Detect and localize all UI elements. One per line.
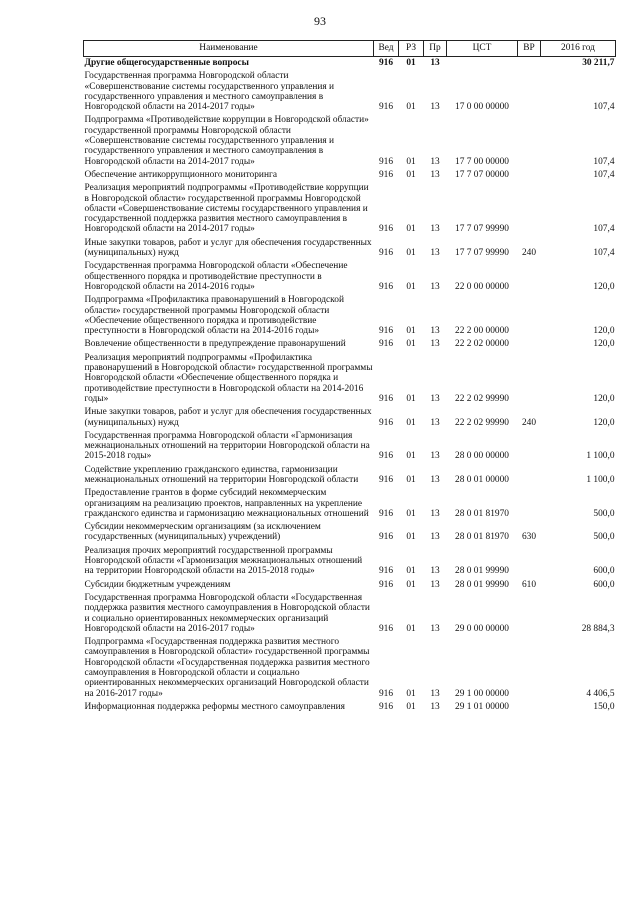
row-ved: 916	[378, 579, 394, 590]
row-pr: 13	[430, 248, 440, 259]
row-pr: 13	[430, 169, 440, 180]
row-sum: 30 211,7	[582, 58, 615, 68]
budget-table	[83, 40, 616, 714]
row-name: Подпрограмма «Профилактика правонарушений в Новгородской области» государственной программы Новгородской области «Обеспечение общественного порядка и противодействие преступности в Новгородской области на 2014-2016 годы»	[84, 295, 344, 337]
row-pr: 13	[430, 393, 440, 404]
row-sum: 107,4	[593, 102, 615, 113]
table-row	[84, 545, 616, 579]
row-ved: 916	[378, 156, 394, 167]
table-row	[84, 701, 616, 714]
row-vr	[518, 430, 541, 464]
row-rz: 01	[406, 339, 416, 350]
row-sum: 4 406,5	[586, 688, 615, 699]
row-vr	[518, 114, 541, 168]
row-name: Информационная поддержка реформы местного самоуправления	[84, 701, 345, 712]
row-sum: 120,0	[593, 281, 615, 292]
row-name: Реализация мероприятий подпрограммы «Профилактика правонарушений в Новгородской области» государственной программы Новгородской области «Обеспечение общественного порядка и противодействие преступности в Новгородской области на 2014-2016 годы»	[84, 352, 373, 404]
row-sum: 107,4	[593, 248, 615, 259]
row-cst: 17 7 07 99990	[455, 248, 509, 259]
row-name: Иные закупки товаров, работ и услуг для обеспечения государственных (муниципальных) нужд	[84, 237, 372, 259]
row-name: Иные закупки товаров, работ и услуг для обеспечения государственных (муниципальных) нужд	[84, 407, 372, 428]
table-row	[84, 352, 616, 406]
row-cst: 17 0 00 00000	[455, 102, 509, 113]
row-cst: 22 2 02 00000	[455, 339, 509, 350]
row-ved: 916	[378, 224, 394, 235]
header-pr: Пр	[424, 41, 447, 57]
row-rz: 01	[406, 508, 416, 519]
page-number: 93	[314, 14, 326, 28]
row-pr: 13	[430, 417, 440, 428]
row-sum: 1 100,0	[586, 474, 615, 485]
row-name: Содействие укреплению гражданского единства, гармонизации межнациональных отношений на территории Новгородской области	[84, 464, 359, 485]
row-rz: 01	[406, 701, 416, 712]
row-ved: 916	[378, 623, 394, 634]
row-pr: 13	[430, 623, 440, 634]
row-sum: 120,0	[593, 393, 615, 404]
row-ved: 916	[378, 688, 394, 699]
row-cst: 22 2 00 00000	[455, 326, 509, 337]
row-ved: 916	[378, 169, 394, 180]
row-vr	[518, 294, 541, 338]
row-rz: 01	[406, 474, 416, 485]
table-header-row	[84, 41, 616, 57]
row-name: Государственная программа Новгородской области «Обеспечение общественного порядка и противодействие преступности в Новгородской области на 2014-2016 годы»	[84, 261, 348, 292]
row-cst: 17 7 07 99990	[455, 224, 509, 235]
row-pr: 13	[430, 532, 440, 543]
row-ved: 916	[378, 701, 394, 712]
row-sum: 107,4	[593, 156, 615, 167]
row-ved: 916	[378, 326, 394, 337]
table-row	[84, 636, 616, 701]
row-vr	[518, 545, 541, 579]
row-rz: 01	[406, 451, 416, 462]
row-cst: 28 0 01 81970	[455, 532, 509, 543]
row-pr: 13	[430, 156, 440, 167]
row-name: Государственная программа Новгородской области «Государственная поддержка развития местного самоуправления в Новгородской области и социально ориентированных некоммерческих организаций Новгородской области на 2016-2017 годы»	[84, 592, 370, 634]
row-ved: 916	[378, 417, 394, 428]
row-sum: 1 100,0	[586, 451, 615, 462]
row-vr: 240	[521, 417, 537, 428]
row-name: Субсидии бюджетным учреждениям	[84, 579, 231, 590]
row-cst: 29 0 00 00000	[455, 623, 509, 634]
row-rz: 01	[406, 58, 416, 68]
row-cst: 17 7 07 00000	[455, 169, 509, 180]
header-name: Наименование	[84, 41, 374, 57]
row-name: Вовлечение общественности в предупреждение правонарушений	[84, 339, 346, 350]
row-name: Реализация прочих мероприятий государственной программы Новгородской области «Гармонизация межнациональных отношений на территории Новгородской области на 2015-2018 годы»	[84, 545, 363, 577]
row-rz: 01	[406, 224, 416, 235]
table-row	[84, 487, 616, 521]
row-pr: 13	[430, 58, 440, 68]
table-row	[84, 430, 616, 464]
row-vr	[518, 487, 541, 521]
row-name: Предоставление грантов в форме субсидий некоммерческим организациям на реализацию проектов, направленных на укрепление гражданского единства и гармонизацию межнациональных отношений	[84, 488, 369, 519]
table-row	[84, 521, 616, 545]
row-cst: 28 0 01 00000	[455, 474, 509, 485]
row-ved: 916	[378, 339, 394, 350]
row-ved: 916	[378, 393, 394, 404]
row-rz: 01	[406, 532, 416, 543]
row-cst: 28 0 00 00000	[455, 451, 509, 462]
row-sum: 150,0	[593, 701, 615, 712]
row-vr	[518, 169, 541, 182]
table-row	[84, 114, 616, 168]
row-rz: 01	[406, 623, 416, 634]
row-pr: 13	[430, 102, 440, 113]
row-cst: 29 1 01 00000	[455, 701, 509, 712]
row-rz: 01	[406, 169, 416, 180]
row-pr: 13	[430, 451, 440, 462]
row-ved: 916	[378, 281, 394, 292]
row-name: Подпрограмма «Государственная поддержка развития местного самоуправления в Новгородской области» государственной программы Новгородской области «Государственная поддержка развития местного самоуправления в Новгородской области и социально ориентированных некоммерческих организаций Новгородской области на 2016-2017 годы»	[84, 637, 370, 699]
row-pr: 13	[430, 326, 440, 337]
table-row	[84, 182, 616, 236]
row-name: Другие общегосударственные вопросы	[84, 58, 249, 68]
row-cst: 28 0 01 99990	[455, 566, 509, 577]
row-ved: 916	[378, 508, 394, 519]
table-row	[84, 70, 616, 114]
row-sum: 28 884,3	[581, 623, 615, 634]
row-sum: 120,0	[593, 339, 615, 350]
row-rz: 01	[406, 156, 416, 167]
row-sum: 107,4	[593, 224, 615, 235]
row-sum: 600,0	[593, 579, 615, 590]
row-vr	[518, 592, 541, 636]
row-rz: 01	[406, 417, 416, 428]
row-sum: 500,0	[593, 508, 615, 519]
row-ved: 916	[378, 451, 394, 462]
row-name: Субсидии некоммерческим организациям (за исключением государственных (муниципальных) учреждений)	[84, 522, 321, 543]
row-vr: 240	[521, 248, 537, 259]
header-year: 2016 год	[541, 41, 616, 57]
row-name: Обеспечение антикоррупционного мониторинга	[84, 169, 277, 180]
row-ved: 916	[378, 58, 394, 68]
row-cst: 22 0 00 00000	[455, 281, 509, 292]
row-vr	[518, 182, 541, 236]
table-row	[84, 260, 616, 294]
header-cst: ЦСТ	[447, 41, 518, 57]
row-rz: 01	[406, 688, 416, 699]
table-row	[84, 592, 616, 636]
row-cst: 28 0 01 81970	[455, 508, 509, 519]
row-rz: 01	[406, 248, 416, 259]
row-cst: 28 0 01 99990	[455, 579, 509, 590]
table-row	[84, 406, 616, 430]
row-vr	[518, 636, 541, 701]
row-pr: 13	[430, 339, 440, 350]
table-row	[84, 464, 616, 488]
row-sum: 600,0	[593, 566, 615, 577]
row-pr: 13	[430, 474, 440, 485]
row-ved: 916	[378, 566, 394, 577]
table-row	[84, 57, 616, 71]
row-cst	[447, 57, 518, 71]
row-pr: 13	[430, 281, 440, 292]
row-name: Подпрограмма «Противодействие коррупции в Новгородской области» государственной программы Новгородской области «Совершенствование системы государственного управления и государственного управления и местного самоуправления в Новгородской области на 2014-2017 годы»	[84, 115, 369, 167]
row-pr: 13	[430, 566, 440, 577]
row-vr	[518, 260, 541, 294]
row-pr: 13	[430, 508, 440, 519]
row-sum: 500,0	[593, 532, 615, 543]
row-rz: 01	[406, 393, 416, 404]
row-vr	[518, 701, 541, 714]
row-vr: 610	[521, 579, 537, 590]
row-pr: 13	[430, 701, 440, 712]
row-vr	[518, 338, 541, 351]
table-row	[84, 294, 616, 338]
row-sum: 120,0	[593, 326, 615, 337]
row-name: Государственная программа Новгородской области «Гармонизация межнациональных отношений на территории Новгородской области на 2015-2018 годы»	[84, 430, 370, 462]
row-pr: 13	[430, 224, 440, 235]
row-pr: 13	[430, 579, 440, 590]
row-sum: 107,4	[593, 169, 615, 180]
table-row	[84, 237, 616, 261]
table-row	[84, 169, 616, 182]
row-vr	[518, 352, 541, 406]
header-ved: Вед	[374, 41, 399, 57]
row-ved: 916	[378, 248, 394, 259]
row-name: Государственная программа Новгородской области «Совершенствование системы государственного управления и государственного управления и местного самоуправления в Новгородской области на 2014-2017 годы»	[84, 71, 335, 113]
table-row	[84, 579, 616, 592]
row-cst: 22 2 02 99990	[455, 417, 509, 428]
row-cst: 17 7 00 00000	[455, 156, 509, 167]
row-rz: 01	[406, 102, 416, 113]
row-rz: 01	[406, 281, 416, 292]
row-vr	[518, 464, 541, 488]
row-ved: 916	[378, 102, 394, 113]
row-rz: 01	[406, 579, 416, 590]
row-cst: 22 2 02 99990	[455, 393, 509, 404]
row-sum: 120,0	[593, 417, 615, 428]
row-rz: 01	[406, 326, 416, 337]
row-vr: 630	[521, 532, 537, 543]
row-name: Реализация мероприятий подпрограммы «Противодействие коррупции в Новгородской области» государственной программы Новгородской области «Совершенствование системы государственного управления и государственной поддержка развития местного самоуправления в Новгородской области на 2014-2017 годы»	[84, 183, 369, 235]
header-vr: ВР	[518, 41, 541, 57]
row-pr: 13	[430, 688, 440, 699]
row-vr	[518, 57, 541, 71]
row-ved: 916	[378, 474, 394, 485]
row-rz: 01	[406, 566, 416, 577]
header-rz: РЗ	[399, 41, 424, 57]
table-row	[84, 338, 616, 351]
row-cst: 29 1 00 00000	[455, 688, 509, 699]
row-vr	[518, 70, 541, 114]
row-ved: 916	[378, 532, 394, 543]
